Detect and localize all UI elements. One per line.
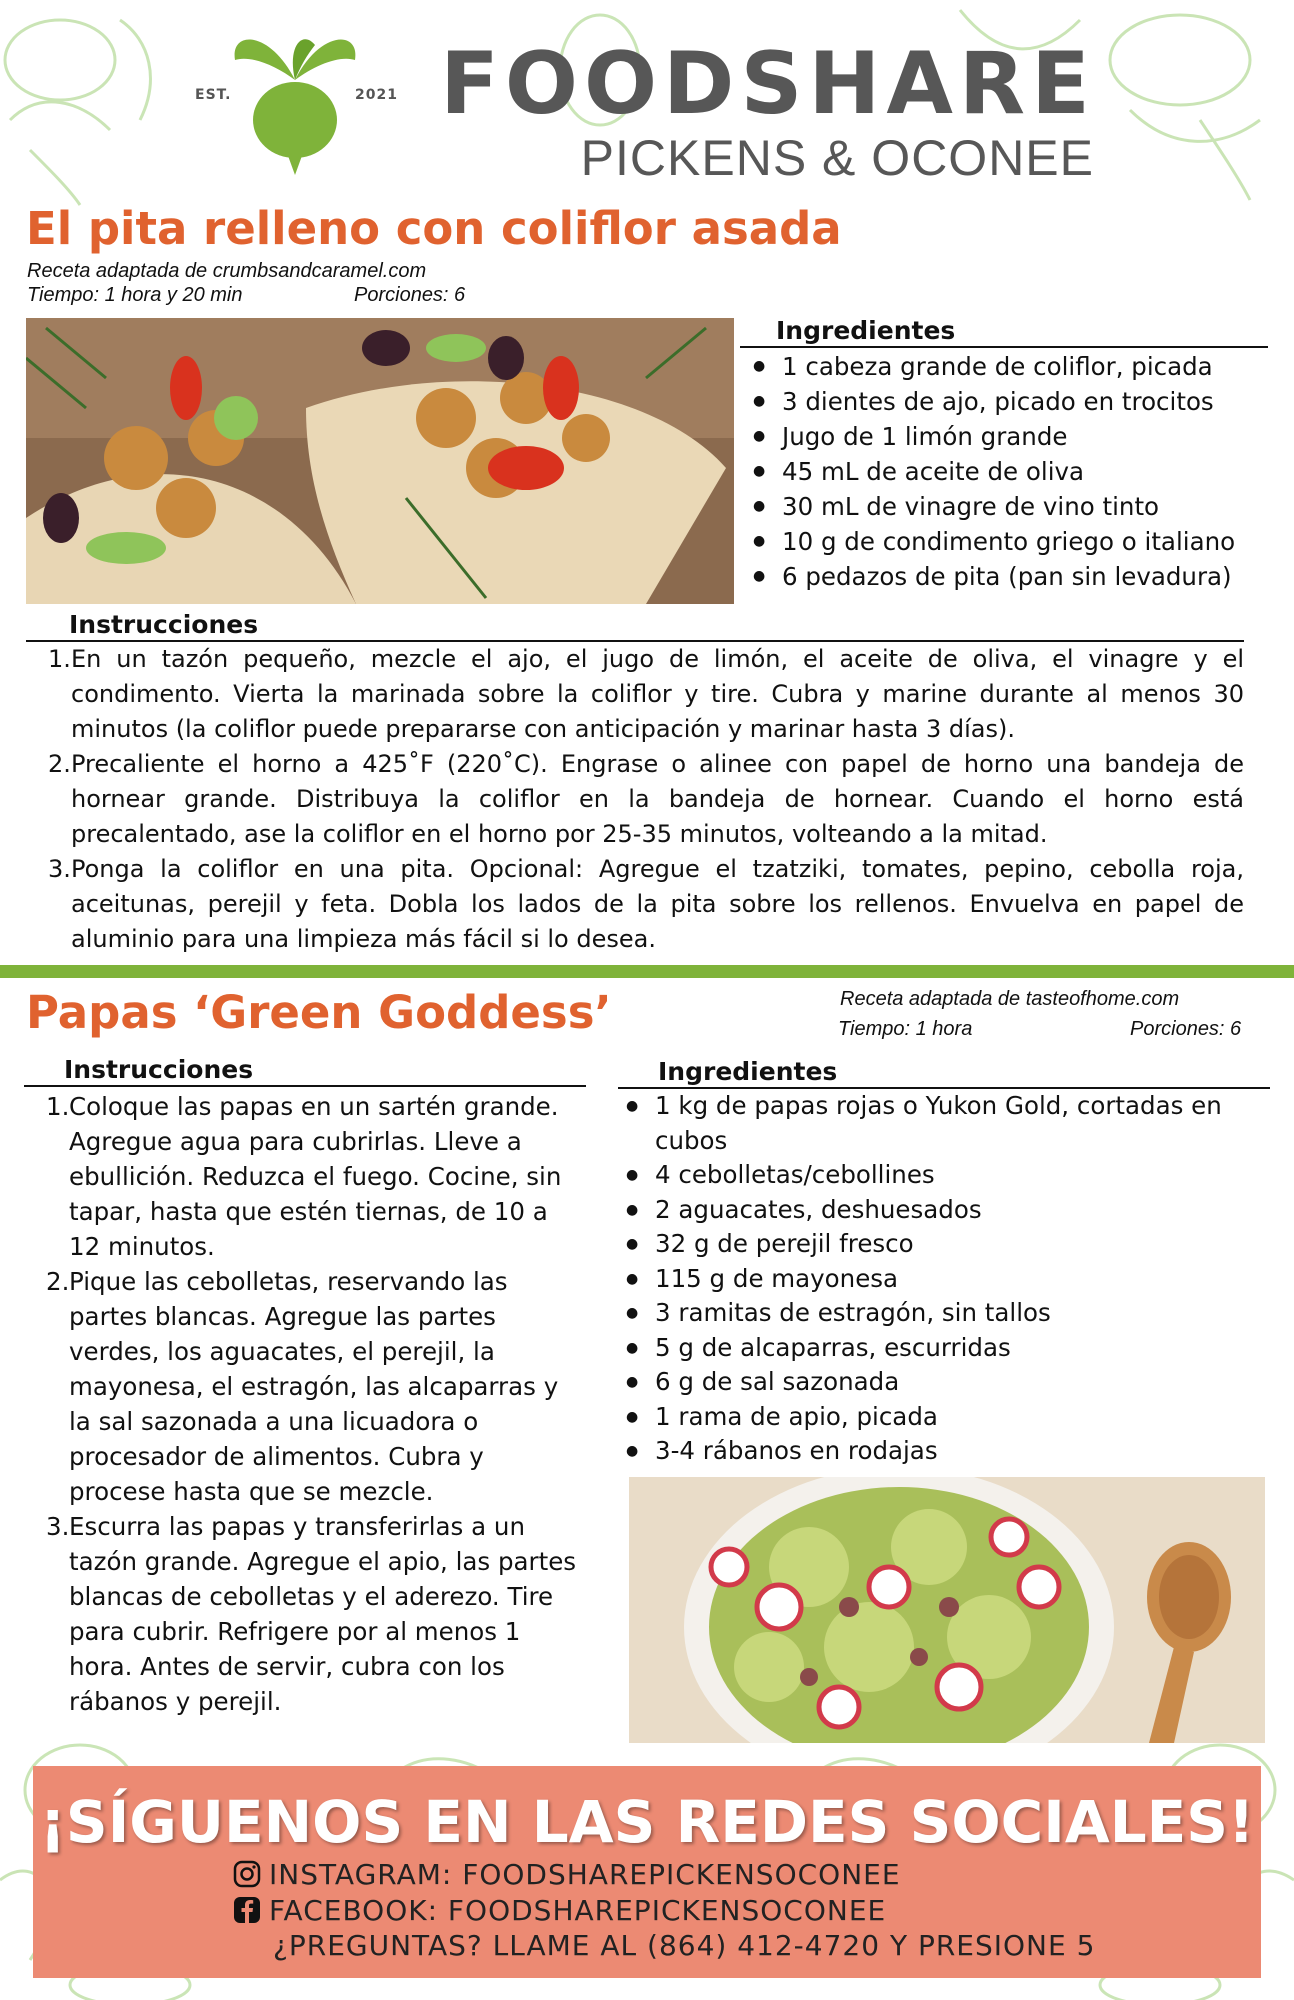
recipe1-servings: Porciones: 6 bbox=[354, 284, 466, 306]
list-item: ● 115 g de mayonesa bbox=[622, 1262, 1270, 1297]
list-item: ● 3-4 rábanos en rodajas bbox=[622, 1434, 1270, 1469]
list-item: ● 45 mL de aceite de oliva bbox=[749, 454, 1279, 489]
list-item: ● 1 rama de apio, picada bbox=[622, 1400, 1270, 1435]
list-item: ● 5 g de alcaparras, escurridas bbox=[622, 1331, 1270, 1366]
list-item bbox=[26, 852, 1244, 957]
step-text: Escurra las papas y transferirlas a un tazón grande. Agregue el apio, las partes blancas de cebolletas y el aderezo. Tire para cubrir. Refrigere por al menos 1 hora. Antes de servir, cubra con los rábanos y perejil. bbox=[69, 1512, 577, 1716]
recipe1-ingredients-list bbox=[749, 349, 1279, 594]
list-item: ● 1 cabeza grande de coliflor, picada bbox=[749, 349, 1279, 384]
list-item: ● Jugo de 1 limón grande bbox=[749, 419, 1279, 454]
facebook-link[interactable] bbox=[233, 1894, 886, 1927]
facebook-icon bbox=[233, 1896, 261, 1924]
step-text: Coloque las papas en un sartén grande. Agregue agua para cubrirlas. Lleve a ebullición. Reduzca el fuego. Cocine, sin tapar, hasta que estén tiernas, de 10 a 12 minutos. bbox=[69, 1092, 562, 1261]
step-text: Pique las cebolletas, reservando las partes blancas. Agregue las partes verdes, los aguacates, el perejil, la mayonesa, el estragón, las alcaparras y la sal sazonada a una licuadora o procesador de alimentos. Cubra y procese hasta que se mezcle. bbox=[69, 1267, 559, 1506]
est-year: 2021 bbox=[355, 87, 398, 103]
list-item: ● 30 mL de vinagre de vino tinto bbox=[749, 489, 1279, 524]
list-item bbox=[26, 747, 1244, 852]
footer-title: ¡SÍGUENOS EN LAS REDES SOCIALES! bbox=[39, 1788, 1255, 1856]
instagram-icon bbox=[233, 1860, 261, 1888]
list-item: ● 4 cebolletas/cebollines bbox=[622, 1158, 1270, 1193]
pita-photo bbox=[26, 318, 734, 604]
step-text: En un tazón pequeño, mezcle el ajo, el jugo de limón, el aceite de oliva, el vinagre y el condimento. Vierta la marinada sobre la coliflor y tire. Cubra y marine durante al menos 30 minutos (la coliflor puede prepararse con anticipación y marinar hasta 3 días). bbox=[71, 645, 1244, 743]
list-item: ● 6 pedazos de pita (pan sin levadura) bbox=[749, 559, 1279, 594]
recipe2-ingredients-heading: Ingredientes bbox=[618, 1057, 1270, 1089]
brand-name: FOODSHARE bbox=[440, 34, 1096, 134]
section-divider bbox=[0, 965, 1294, 978]
recipe1-time: Tiempo: 1 hora y 20 min bbox=[27, 284, 243, 306]
instagram-text: INSTAGRAM: FOODSHAREPICKENSOCONEE bbox=[269, 1858, 901, 1891]
list-item: ● 2 aguacates, deshuesados bbox=[622, 1193, 1270, 1228]
recipe1-ingredients-heading: Ingredientes bbox=[740, 316, 1268, 348]
list-item bbox=[24, 1509, 584, 1719]
recipe2-steps-list bbox=[24, 1089, 584, 1719]
list-item: ● 3 ramitas de estragón, sin tallos bbox=[622, 1296, 1270, 1331]
recipe2-time: Tiempo: 1 hora bbox=[838, 1018, 973, 1040]
step-number: 1. bbox=[46, 1092, 70, 1121]
step-text: Precaliente el horno a 425˚F (220˚C). Engrase o alinee con papel de horno una bandeja de hornear grande. Distribuya la coliflor en la bandeja de hornear. Cuando el horno está precalentado, ase la coliflor en el horno por 25-35 minutos, volteando a la mitad. bbox=[71, 750, 1244, 848]
step-number: 3. bbox=[48, 855, 71, 883]
est-label: EST. bbox=[195, 87, 232, 103]
step-number: 2. bbox=[48, 750, 71, 778]
recipe2-servings: Porciones: 6 bbox=[1130, 1018, 1242, 1040]
list-item: ● 1 kg de papas rojas o Yukon Gold, cortadas en cubos bbox=[622, 1089, 1270, 1158]
recipe1-steps-list bbox=[26, 642, 1244, 957]
instagram-link[interactable] bbox=[233, 1858, 901, 1891]
foodshare-logo bbox=[175, 25, 415, 175]
step-number: 2. bbox=[46, 1267, 70, 1296]
social-media-footer bbox=[33, 1766, 1261, 1978]
recipe1-instructions-heading: Instrucciones bbox=[26, 610, 1244, 642]
list-item: ● 10 g de condimento griego o italiano bbox=[749, 524, 1279, 559]
list-item: ● 32 g de perejil fresco bbox=[622, 1227, 1270, 1262]
brand-subtitle: PICKENS & OCONEE bbox=[580, 130, 1094, 186]
step-number: 1. bbox=[48, 645, 71, 673]
recipe2-title: Papas ‘Green Goddess’ bbox=[26, 986, 612, 1039]
step-number: 3. bbox=[46, 1512, 70, 1541]
step-text: Ponga la coliflor en una pita. Opcional: Agregue el tzatziki, tomates, pepino, cebolla roja, aceitunas, perejil y feta. Dobla los lados de la pita sobre los rellenos. Envuelva en papel de aluminio para una limpieza más fácil si lo desea. bbox=[71, 855, 1244, 953]
list-item: ● 6 g de sal sazonada bbox=[622, 1365, 1270, 1400]
potato-salad-photo bbox=[629, 1477, 1265, 1743]
recipe2-ingredients-list bbox=[622, 1089, 1270, 1469]
recipe1-title: El pita relleno con coliflor asada bbox=[26, 202, 842, 255]
list-item: ● 3 dientes de ajo, picado en trocitos bbox=[749, 384, 1279, 419]
list-item bbox=[24, 1089, 584, 1264]
brand-block bbox=[438, 34, 1098, 186]
facebook-text: FACEBOOK: FOODSHAREPICKENSOCONEE bbox=[269, 1894, 887, 1927]
list-item bbox=[24, 1264, 584, 1509]
phone-contact: ¿PREGUNTAS? LLAME AL (864) 412-4720 Y PRESIONE 5 bbox=[273, 1929, 1096, 1962]
list-item bbox=[26, 642, 1244, 747]
recipe2-instructions-heading: Instrucciones bbox=[24, 1055, 586, 1087]
recipe1-source: Receta adaptada de crumbsandcaramel.com bbox=[27, 260, 427, 282]
recipe2-source: Receta adaptada de tasteofhome.com bbox=[840, 988, 1180, 1010]
